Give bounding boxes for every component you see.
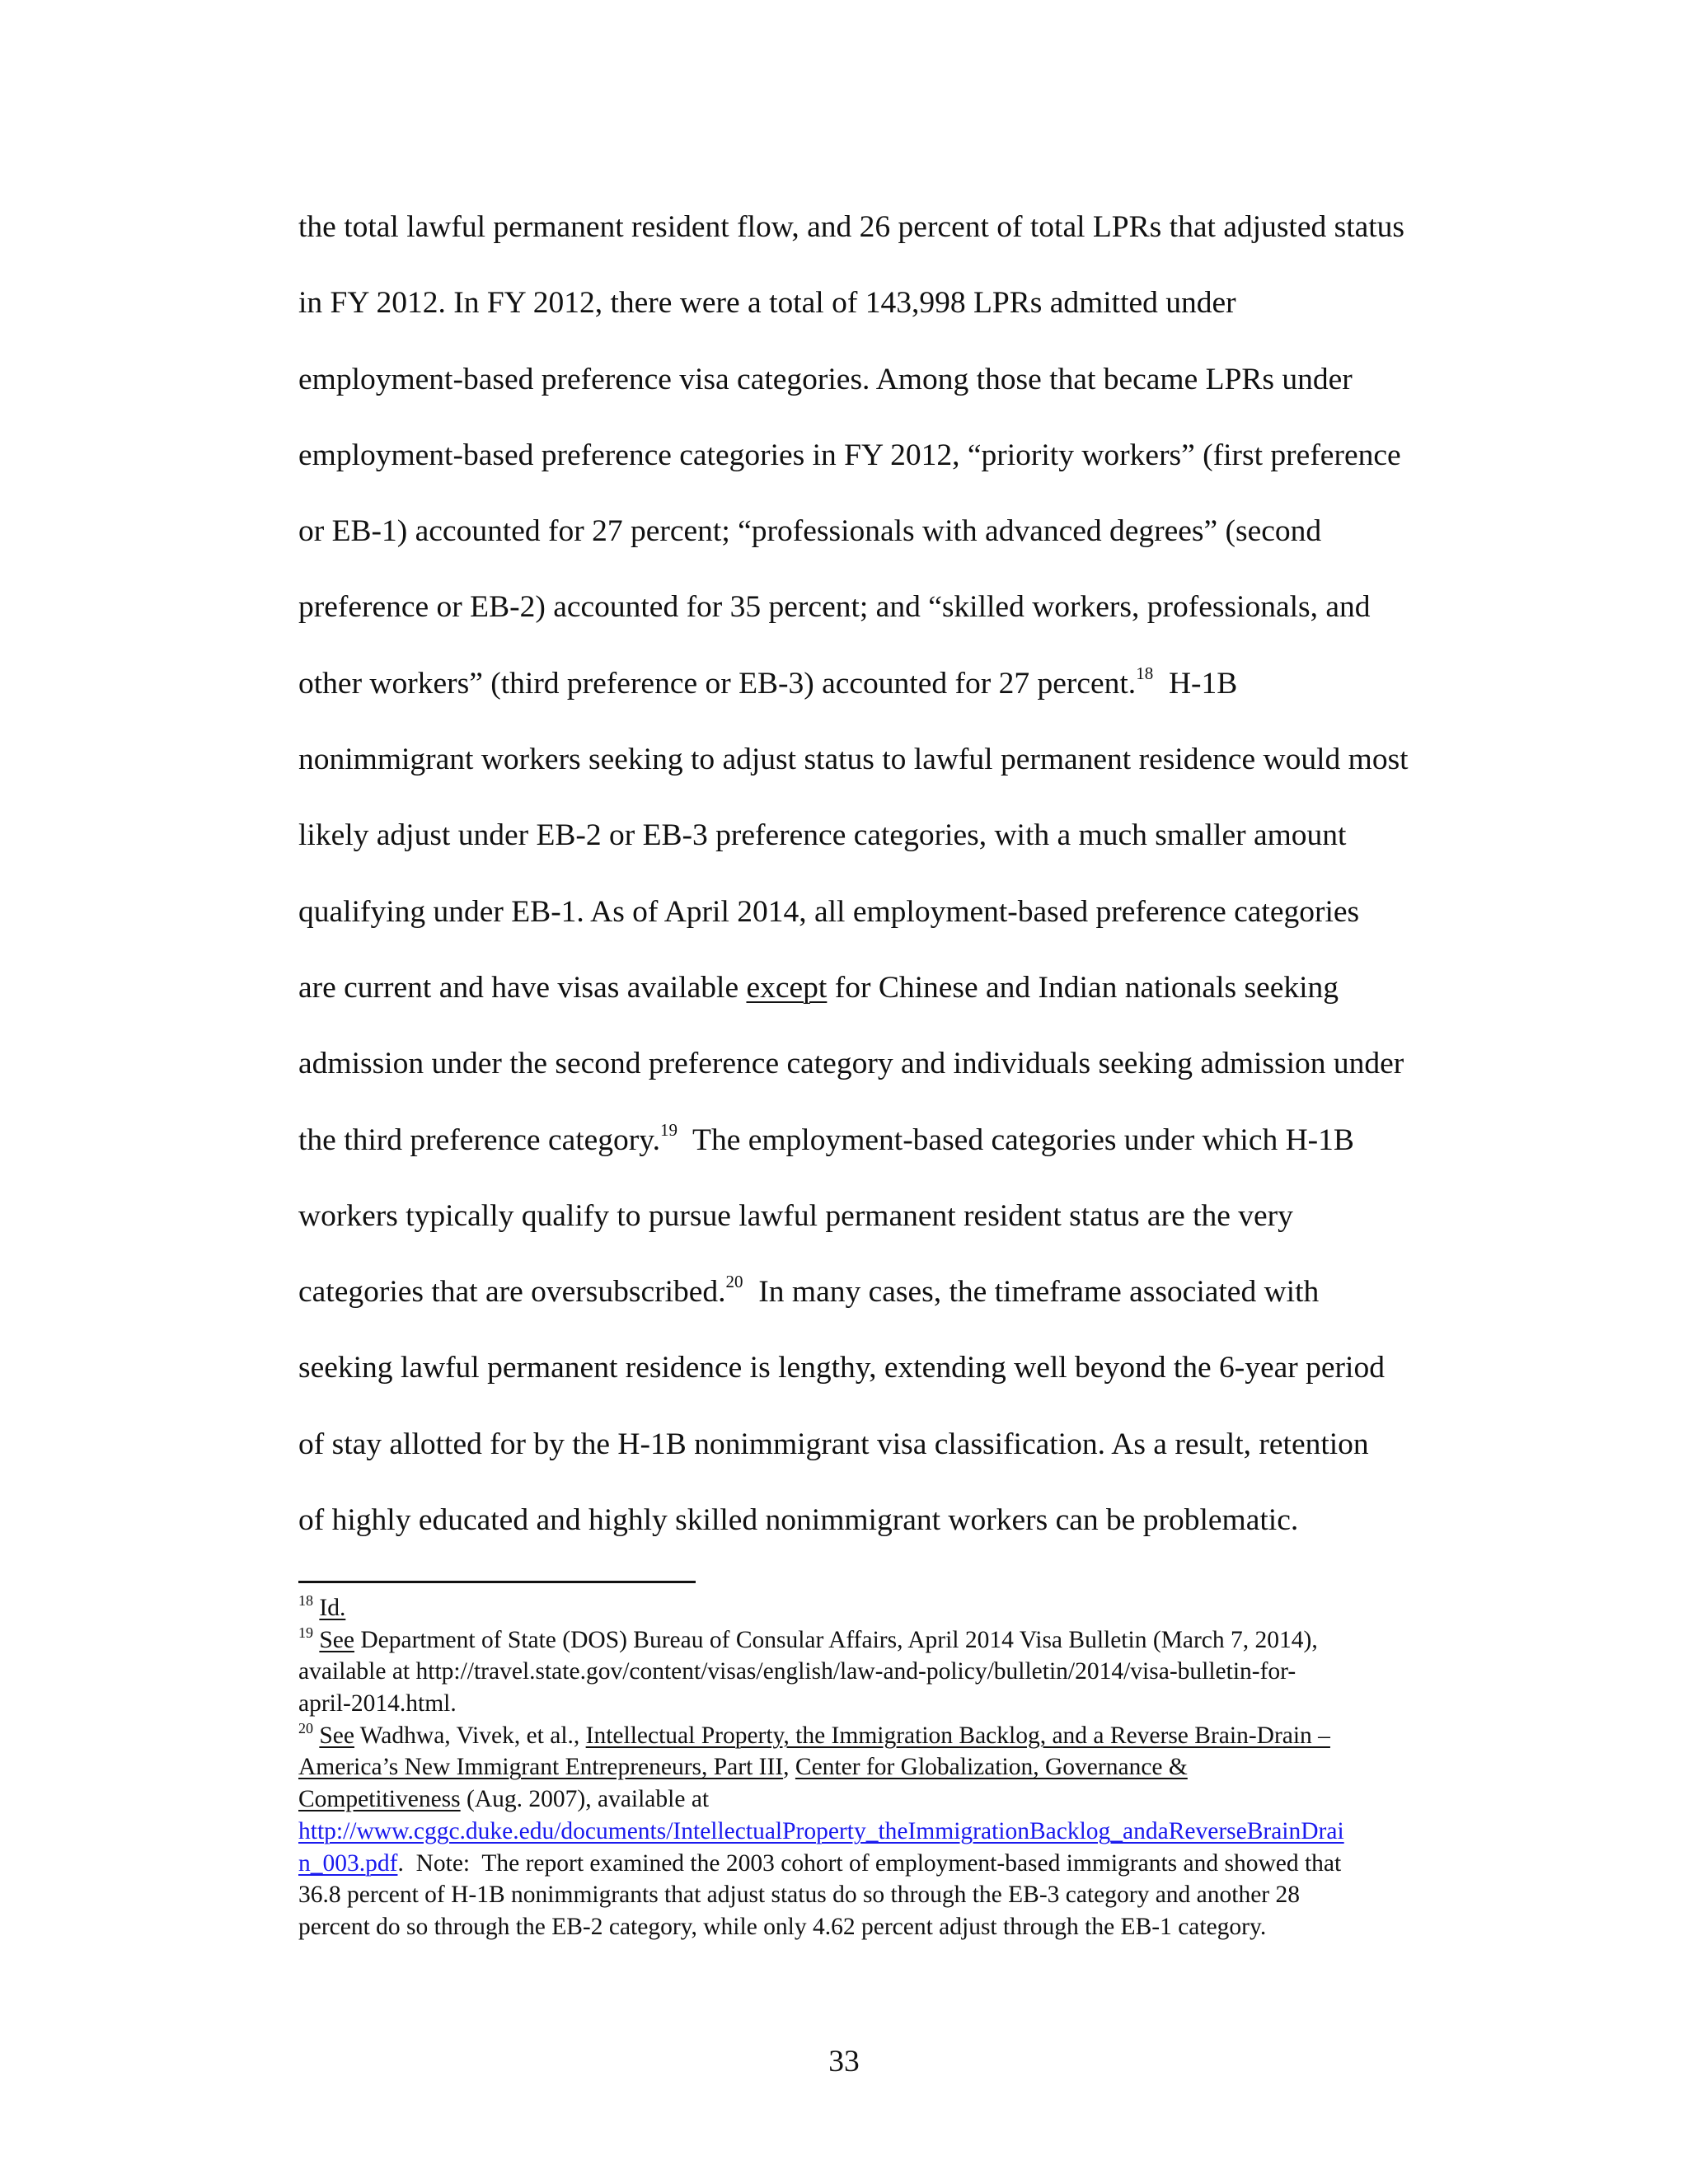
- body-line: [298, 950, 1493, 1026]
- report-link[interactable]: n_003.pdf: [298, 1849, 398, 1877]
- footnote-text: available at http://travel.state.gov/content/visas/english/law-and-policy/bulletin/2014/visa-bulletin-for-: [298, 1658, 1296, 1685]
- body-line: [298, 190, 1493, 265]
- body-line: [298, 1407, 1493, 1483]
- footnote-text: percent do so through the EB-2 category, while only 4.62 percent adjust through the EB-1 category.: [298, 1913, 1267, 1940]
- emphasis-except: except: [746, 970, 828, 1005]
- footnote-ref-18[interactable]: 18: [1136, 663, 1154, 683]
- footnote-citation: Id.: [319, 1595, 346, 1621]
- body-line-text: employment-based preference categories in FY 2012, “priority workers” (first preference: [298, 438, 1401, 472]
- footnote-ref-20[interactable]: 20: [725, 1272, 743, 1292]
- body-line-text: likely adjust under EB-2 or EB-3 preference categories, with a much smaller amount: [298, 818, 1347, 853]
- body-line-text: or EB-1) accounted for 27 percent; “professionals with advanced degrees” (second: [298, 514, 1322, 549]
- body-line-text: are current and have visas available: [298, 970, 747, 1005]
- footnote-text: (Aug. 2007), available at: [460, 1786, 710, 1813]
- footnote-19-cont: [298, 1688, 1502, 1720]
- body-line-text: for Chinese and Indian nationals seeking: [827, 970, 1339, 1005]
- footnote-number: 20: [298, 1719, 313, 1736]
- footnote-number: 19: [298, 1624, 313, 1641]
- body-line: [298, 342, 1493, 418]
- body-line-text: The employment-based categories under which H-1B: [677, 1122, 1354, 1157]
- body-line-text: preference or EB-2) accounted for 35 percent; and “skilled workers, professionals, and: [298, 590, 1371, 625]
- body-line-text: the total lawful permanent resident flow, and 26 percent of total LPRs that adjusted status: [298, 210, 1405, 244]
- footnote-20-cont: [298, 1879, 1502, 1911]
- footnote-authors: Wadhwa, Vivek, et al.,: [354, 1722, 586, 1749]
- body-line: [298, 1254, 1493, 1330]
- body-line: [298, 1026, 1493, 1102]
- body-line: [298, 265, 1493, 341]
- footnote-19: [298, 1624, 1502, 1657]
- body-line: [298, 1103, 1493, 1179]
- body-line: [298, 418, 1493, 494]
- footnote-18: [298, 1592, 1502, 1624]
- body-line-text: qualifying under EB-1. As of April 2014, all employment-based preference categories: [298, 894, 1360, 929]
- body-line-text: In many cases, the timeframe associated with: [743, 1275, 1320, 1310]
- footnote-separator: [298, 1581, 696, 1583]
- body-line-text: workers typically qualify to pursue lawful permanent resident status are the very: [298, 1198, 1293, 1233]
- citation-signal: See: [319, 1626, 354, 1653]
- body-line: [298, 1179, 1493, 1254]
- citation-signal: See: [319, 1722, 354, 1749]
- footnote-organization: Competitiveness: [298, 1786, 461, 1813]
- body-line: [298, 874, 1493, 950]
- body-line: [298, 798, 1493, 874]
- footnote-20-cont: [298, 1911, 1502, 1943]
- footnote-20-cont: [298, 1816, 1502, 1848]
- footnote-organization: Center for Globalization, Governance &: [795, 1754, 1188, 1781]
- report-link[interactable]: http://www.cggc.duke.edu/documents/IntellectualProperty_theImmigrationBacklog_andaReverseBrainDrai: [298, 1817, 1344, 1844]
- body-line-text: employment-based preference visa categories. Among those that became LPRs under: [298, 362, 1353, 396]
- footnote-title: America’s New Immigrant Entrepreneurs, Part III: [298, 1754, 784, 1781]
- body-line: [298, 494, 1493, 569]
- footnote-text: . Note: The report examined the 2003 cohort of employment-based immigrants and showed that: [397, 1849, 1342, 1877]
- body-line-text: the third preference category.: [298, 1122, 660, 1157]
- footnote-20-cont: [298, 1848, 1502, 1880]
- body-line-text: other workers” (third preference or EB-3) accounted for 27 percent.: [298, 666, 1137, 701]
- footnote-number: 18: [298, 1592, 313, 1609]
- footnote-20-cont: [298, 1783, 1502, 1816]
- footnote-text: ,: [783, 1754, 795, 1781]
- body-line-text: in FY 2012. In FY 2012, there were a total of 143,998 LPRs admitted under: [298, 286, 1236, 321]
- footnote-ref-19[interactable]: 19: [659, 1119, 678, 1140]
- body-line-text: of stay allotted for by the H-1B nonimmigrant visa classification. As a result, retention: [298, 1427, 1369, 1461]
- footnote-20: [298, 1720, 1502, 1752]
- footnote-text: Department of State (DOS) Bureau of Consular Affairs, April 2014 Visa Bulletin (March 7, 2014),: [354, 1626, 1318, 1653]
- footnote-title: Intellectual Property, the Immigration Backlog, and a Reverse Brain-Drain –: [585, 1722, 1330, 1749]
- footnotes: [298, 1592, 1502, 1943]
- footnote-19-cont: [298, 1656, 1502, 1688]
- body-line-text: H-1B: [1153, 666, 1238, 701]
- body-line-text: seeking lawful permanent residence is lengthy, extending well beyond the 6-year period: [298, 1351, 1385, 1385]
- body-line: [298, 1330, 1493, 1406]
- body-line-text: categories that are oversubscribed.: [298, 1275, 726, 1310]
- body-line-text: of highly educated and highly skilled nonimmigrant workers can be problematic.: [298, 1503, 1299, 1538]
- page-number: 33: [828, 2045, 860, 2079]
- footnote-text: 36.8 percent of H-1B nonimmigrants that adjust status do so through the EB-3 category and another 28: [298, 1882, 1300, 1909]
- footnote-20-cont: [298, 1751, 1502, 1783]
- body-line-text: admission under the second preference category and individuals seeking admission under: [298, 1047, 1404, 1081]
- footnote-text: april-2014.html.: [298, 1690, 457, 1718]
- body-line: [298, 569, 1493, 645]
- body-line: [298, 646, 1493, 722]
- body-line-text: nonimmigrant workers seeking to adjust status to lawful permanent residence would most: [298, 743, 1409, 777]
- body-line: [298, 722, 1493, 798]
- body-line: [298, 1483, 1493, 1558]
- body-text: [298, 190, 1493, 1558]
